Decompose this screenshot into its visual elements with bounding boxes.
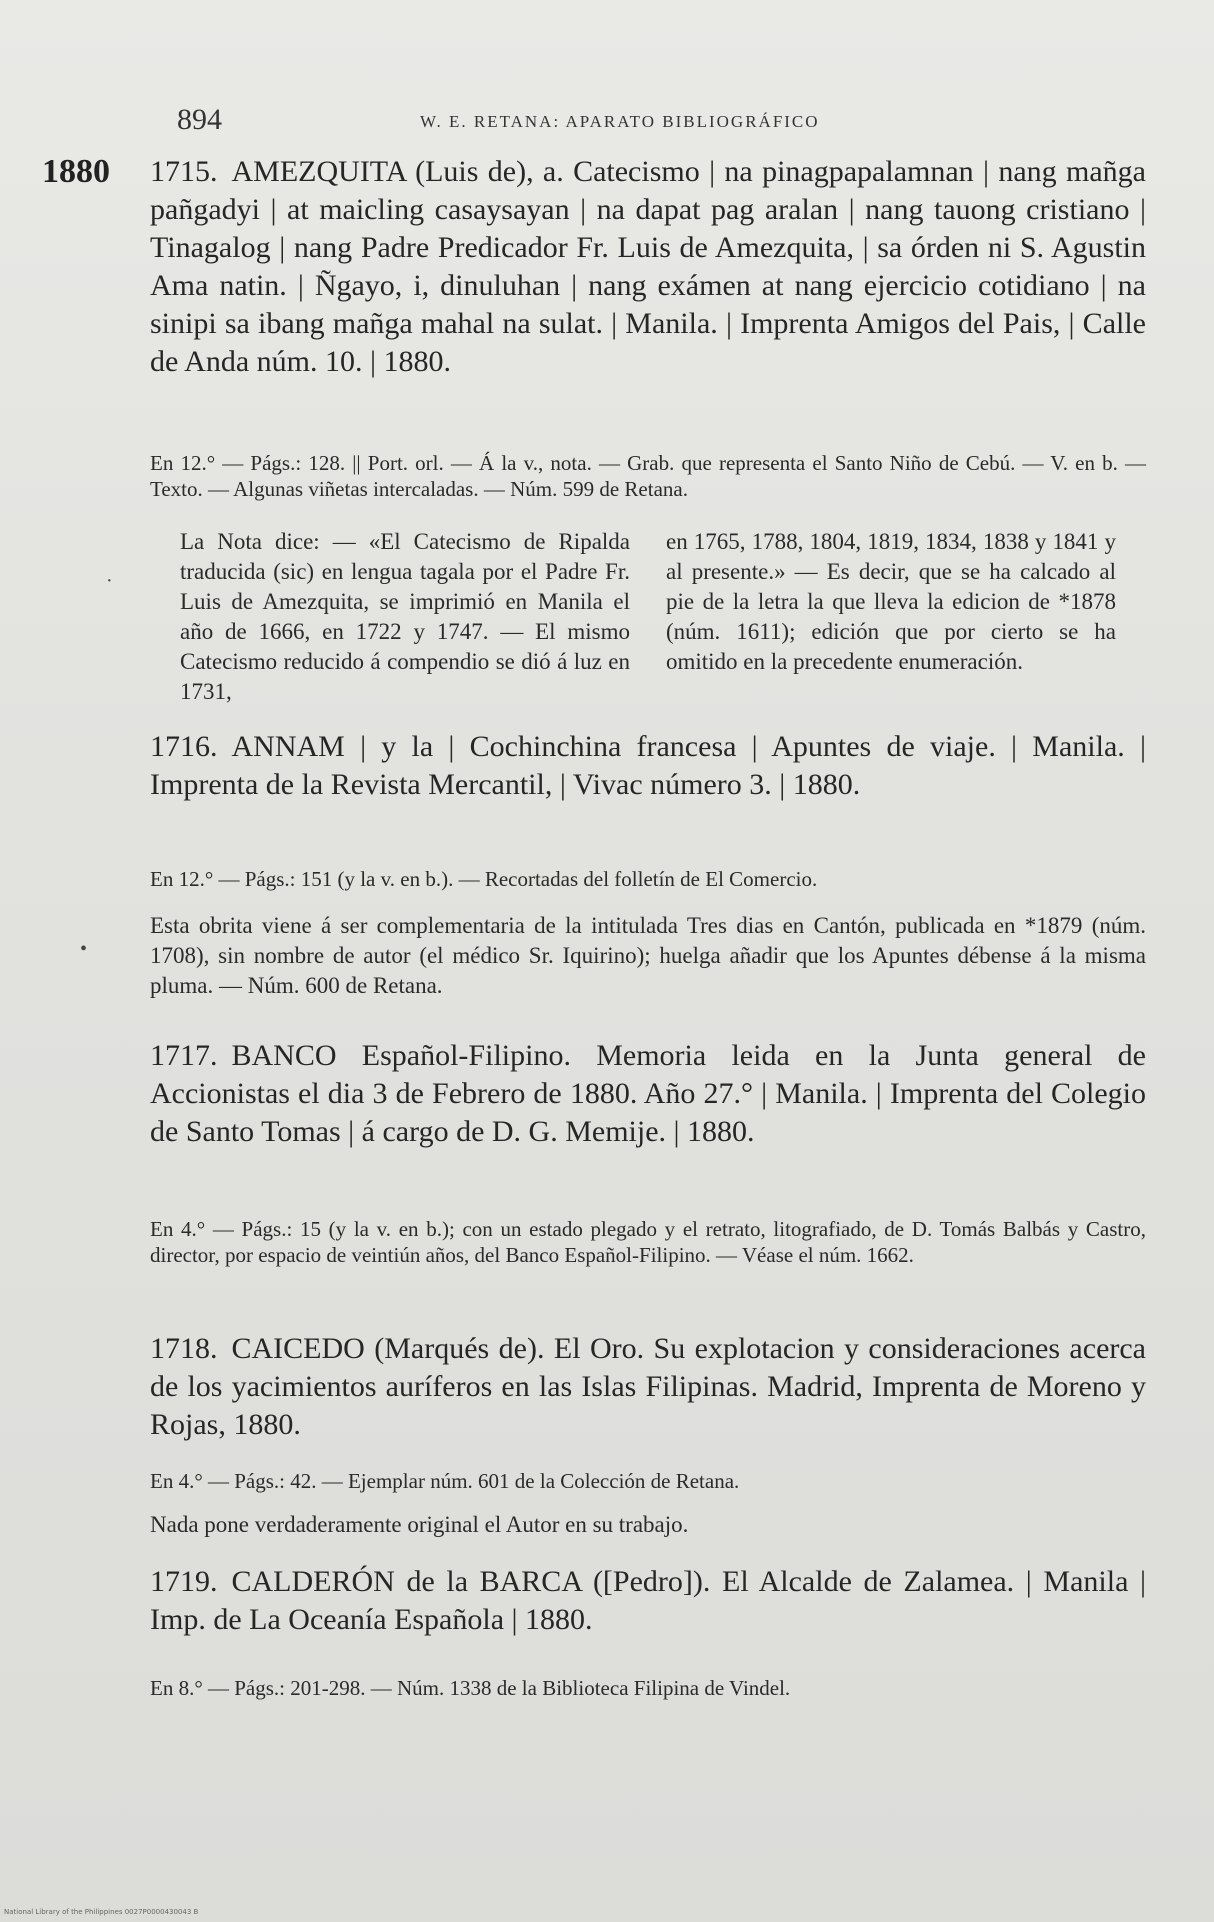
entry-1719	[150, 1563, 1146, 1639]
entry-1718-note: En 4.° — Págs.: 42. — Ejemplar núm. 601 de la Colección de Retana.	[150, 1469, 740, 1493]
entry-title: ANNAM | y la | Cochinchina francesa | Apuntes de viaje. | Manila. | Imprenta de la Revista Mercantil, | Vivac número 3. | 1880.	[150, 730, 1146, 801]
entry-1717-note: En 4.° — Págs.: 15 (y la v. en b.); con un estado plegado y el retrato, litografiado, de D. Tomás Balbás y Castro, director, por espacio de veintiún años, del Banco Español-Filipino. — Véase el núm. 1662.	[150, 1217, 1146, 1267]
entry-1717	[150, 1037, 1146, 1151]
entry-title: BANCO Español-Filipino. Memoria leida en la Junta general de Accionistas el dia 3 de Febrero de 1880. Año 27.° | Manila. | Imprenta del Colegio de Santo Tomas | á cargo de D. G. Memije. | 1880.	[150, 1039, 1146, 1148]
entry-number: 1715.	[150, 155, 218, 188]
margin-year: 1880	[42, 153, 110, 190]
entry-1715-comment-left: La Nota dice: — «El Catecismo de Ripalda traducida (sic) en lengua tagala por el Padre Fr. Luis de Amezquita, se imprimió en Manila el año de 1666, en 1722 y 1747. — El mismo Catecismo reducido á compendio se dió á luz en 1731,	[180, 529, 630, 704]
footer-credit: National Library of the Philippines 0027P0000430043 B	[4, 1908, 199, 1916]
entry-number: 1716.	[150, 730, 218, 763]
entry-1716	[150, 728, 1146, 804]
entry-title: AMEZQUITA (Luis de), a. Catecismo | na pinagpapalamnan | nang mañga pañgadyi | at maicling casaysayan | na dapat pag aralan | nang tauong cristiano | Tinagalog | nang Padre Predicador Fr. Luis de Amezquita, | sa órden ni S. Agustin Ama natin. | Ñgayo, i, dinuluhan | nang exámen at nang ejercicio cotidiano | na sinipi sa ibang mañga mahal na sulat. | Manila. | Imprenta Amigos del Pais, | Calle de Anda núm. 10. | 1880.	[150, 155, 1146, 378]
entry-number: 1717.	[150, 1039, 218, 1072]
entry-number: 1718.	[150, 1332, 218, 1365]
entry-1716-comment: Esta obrita viene á ser complementaria de la intitulada Tres dias en Cantón, publicada en *1879 (núm. 1708), sin nombre de autor (el médico Sr. Iquirino); huelga añadir que los Apuntes débense á la misma pluma. — Núm. 600 de Retana.	[150, 913, 1146, 998]
scan-mark: ·	[106, 570, 113, 592]
scan-mark: •	[80, 938, 88, 960]
entry-1715-note: En 12.° — Págs.: 128. || Port. orl. — Á la v., nota. — Grab. que representa el Santo Niño de Cebú. — V. en b. — Texto. — Algunas viñetas intercaladas. — Núm. 599 de Retana.	[150, 451, 1146, 501]
entry-1716-note: En 12.° — Págs.: 151 (y la v. en b.). — Recortadas del folletín de El Comercio.	[150, 867, 818, 891]
entry-1719-note: En 8.° — Págs.: 201-298. — Núm. 1338 de la Biblioteca Filipina de Vindel.	[150, 1676, 791, 1700]
entry-1715	[150, 153, 1146, 381]
page-number: 894	[177, 103, 222, 136]
entry-title: CALDERÓN de la BARCA ([Pedro]). El Alcalde de Zalamea. | Manila | Imp. de La Oceanía Española | 1880.	[150, 1565, 1146, 1636]
entry-1715-comment-right: en 1765, 1788, 1804, 1819, 1834, 1838 y 1841 y al presente.» — Es decir, que se ha calcado al pie de la letra la que lleva la edicion de *1878 (núm. 1611); edición que por cierto se ha omitido en la precedente enumeración.	[666, 529, 1116, 674]
running-head: W. E. RETANA: APARATO BIBLIOGRÁFICO	[420, 112, 820, 131]
entry-title: CAICEDO (Marqués de). El Oro. Su explotacion y consideraciones acerca de los yacimientos auríferos en las Islas Filipinas. Madrid, Imprenta de Moreno y Rojas, 1880.	[150, 1332, 1146, 1441]
entry-1718	[150, 1330, 1146, 1444]
entry-number: 1719.	[150, 1565, 218, 1598]
entry-1718-comment: Nada pone verdaderamente original el Autor en su trabajo.	[150, 1512, 689, 1537]
